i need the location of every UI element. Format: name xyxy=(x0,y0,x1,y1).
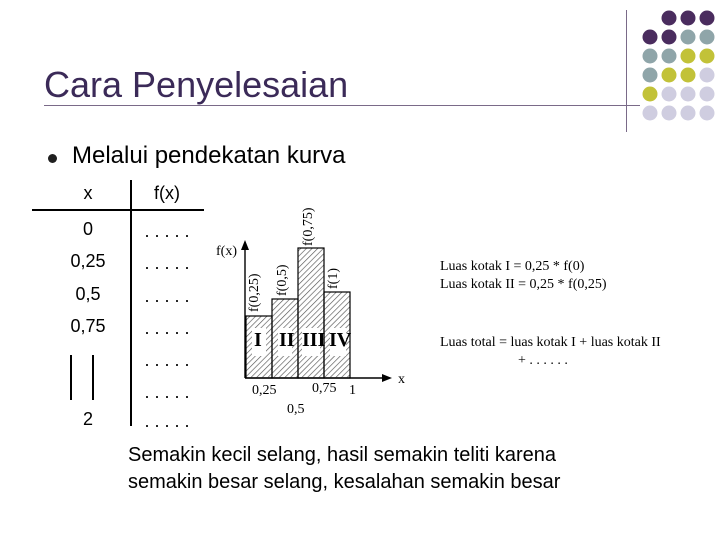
table-x-value: 0,25 xyxy=(70,251,106,271)
table-x-value: 2 xyxy=(82,409,93,429)
table-header-fx: f(x) xyxy=(154,183,180,203)
note-line: Luas kotak I = 0,25 * f(0) xyxy=(440,259,585,274)
roman-label: IV xyxy=(329,329,352,351)
table-x-value: 0 xyxy=(82,219,93,239)
bullet-text: Melalui pendekatan kurva xyxy=(72,142,346,169)
roman-label: I xyxy=(254,329,262,351)
tick-label: 0,5 xyxy=(287,402,305,417)
conclusion-line: Semakin kecil selang, hasil semakin teliti karena xyxy=(128,444,556,466)
tick-label: 1 xyxy=(349,383,356,398)
bar-label: f(1) xyxy=(326,268,341,289)
conclusion-text xyxy=(128,442,560,496)
y-axis-arrow-icon xyxy=(241,240,249,250)
note-line: + . . . . . . xyxy=(518,353,568,368)
roman-label: III xyxy=(302,329,326,351)
table-fx-value: . . . . . xyxy=(144,318,190,338)
bar-label: f(0,5) xyxy=(275,264,290,296)
roman-label: II xyxy=(279,329,295,351)
tick-label: 0,75 xyxy=(312,381,337,396)
table-fx-value: . . . . . xyxy=(144,253,190,273)
area-box-3 xyxy=(298,248,324,378)
tick-label: 0,25 xyxy=(252,383,277,398)
x-axis-label: x xyxy=(398,372,405,387)
note-line: Luas total = luas kotak I + luas kotak II xyxy=(440,335,661,350)
bar-label: f(0,75) xyxy=(301,207,316,246)
note-line: Luas kotak II = 0,25 * f(0,25) xyxy=(440,277,607,292)
table-header-x: x xyxy=(83,183,93,203)
table-fx-value: . . . . . xyxy=(144,221,190,241)
table-fx-value: . . . . . xyxy=(144,382,190,402)
conclusion-line: semakin besar selang, kesalahan semakin besar xyxy=(128,471,561,493)
table-x-value: 0,75 xyxy=(70,316,106,336)
table-fx-value: . . . . . xyxy=(144,286,190,306)
y-axis-label: f(x) xyxy=(216,244,237,259)
table-fx-value: . . . . . xyxy=(144,350,190,370)
bar-label: f(0,25) xyxy=(247,273,262,312)
table-fx-value: . . . . . xyxy=(144,411,190,431)
x-axis-arrow-icon xyxy=(382,374,392,382)
table-x-value: 0,5 xyxy=(75,284,101,304)
page-title: Cara Penyelesaian xyxy=(44,64,349,105)
